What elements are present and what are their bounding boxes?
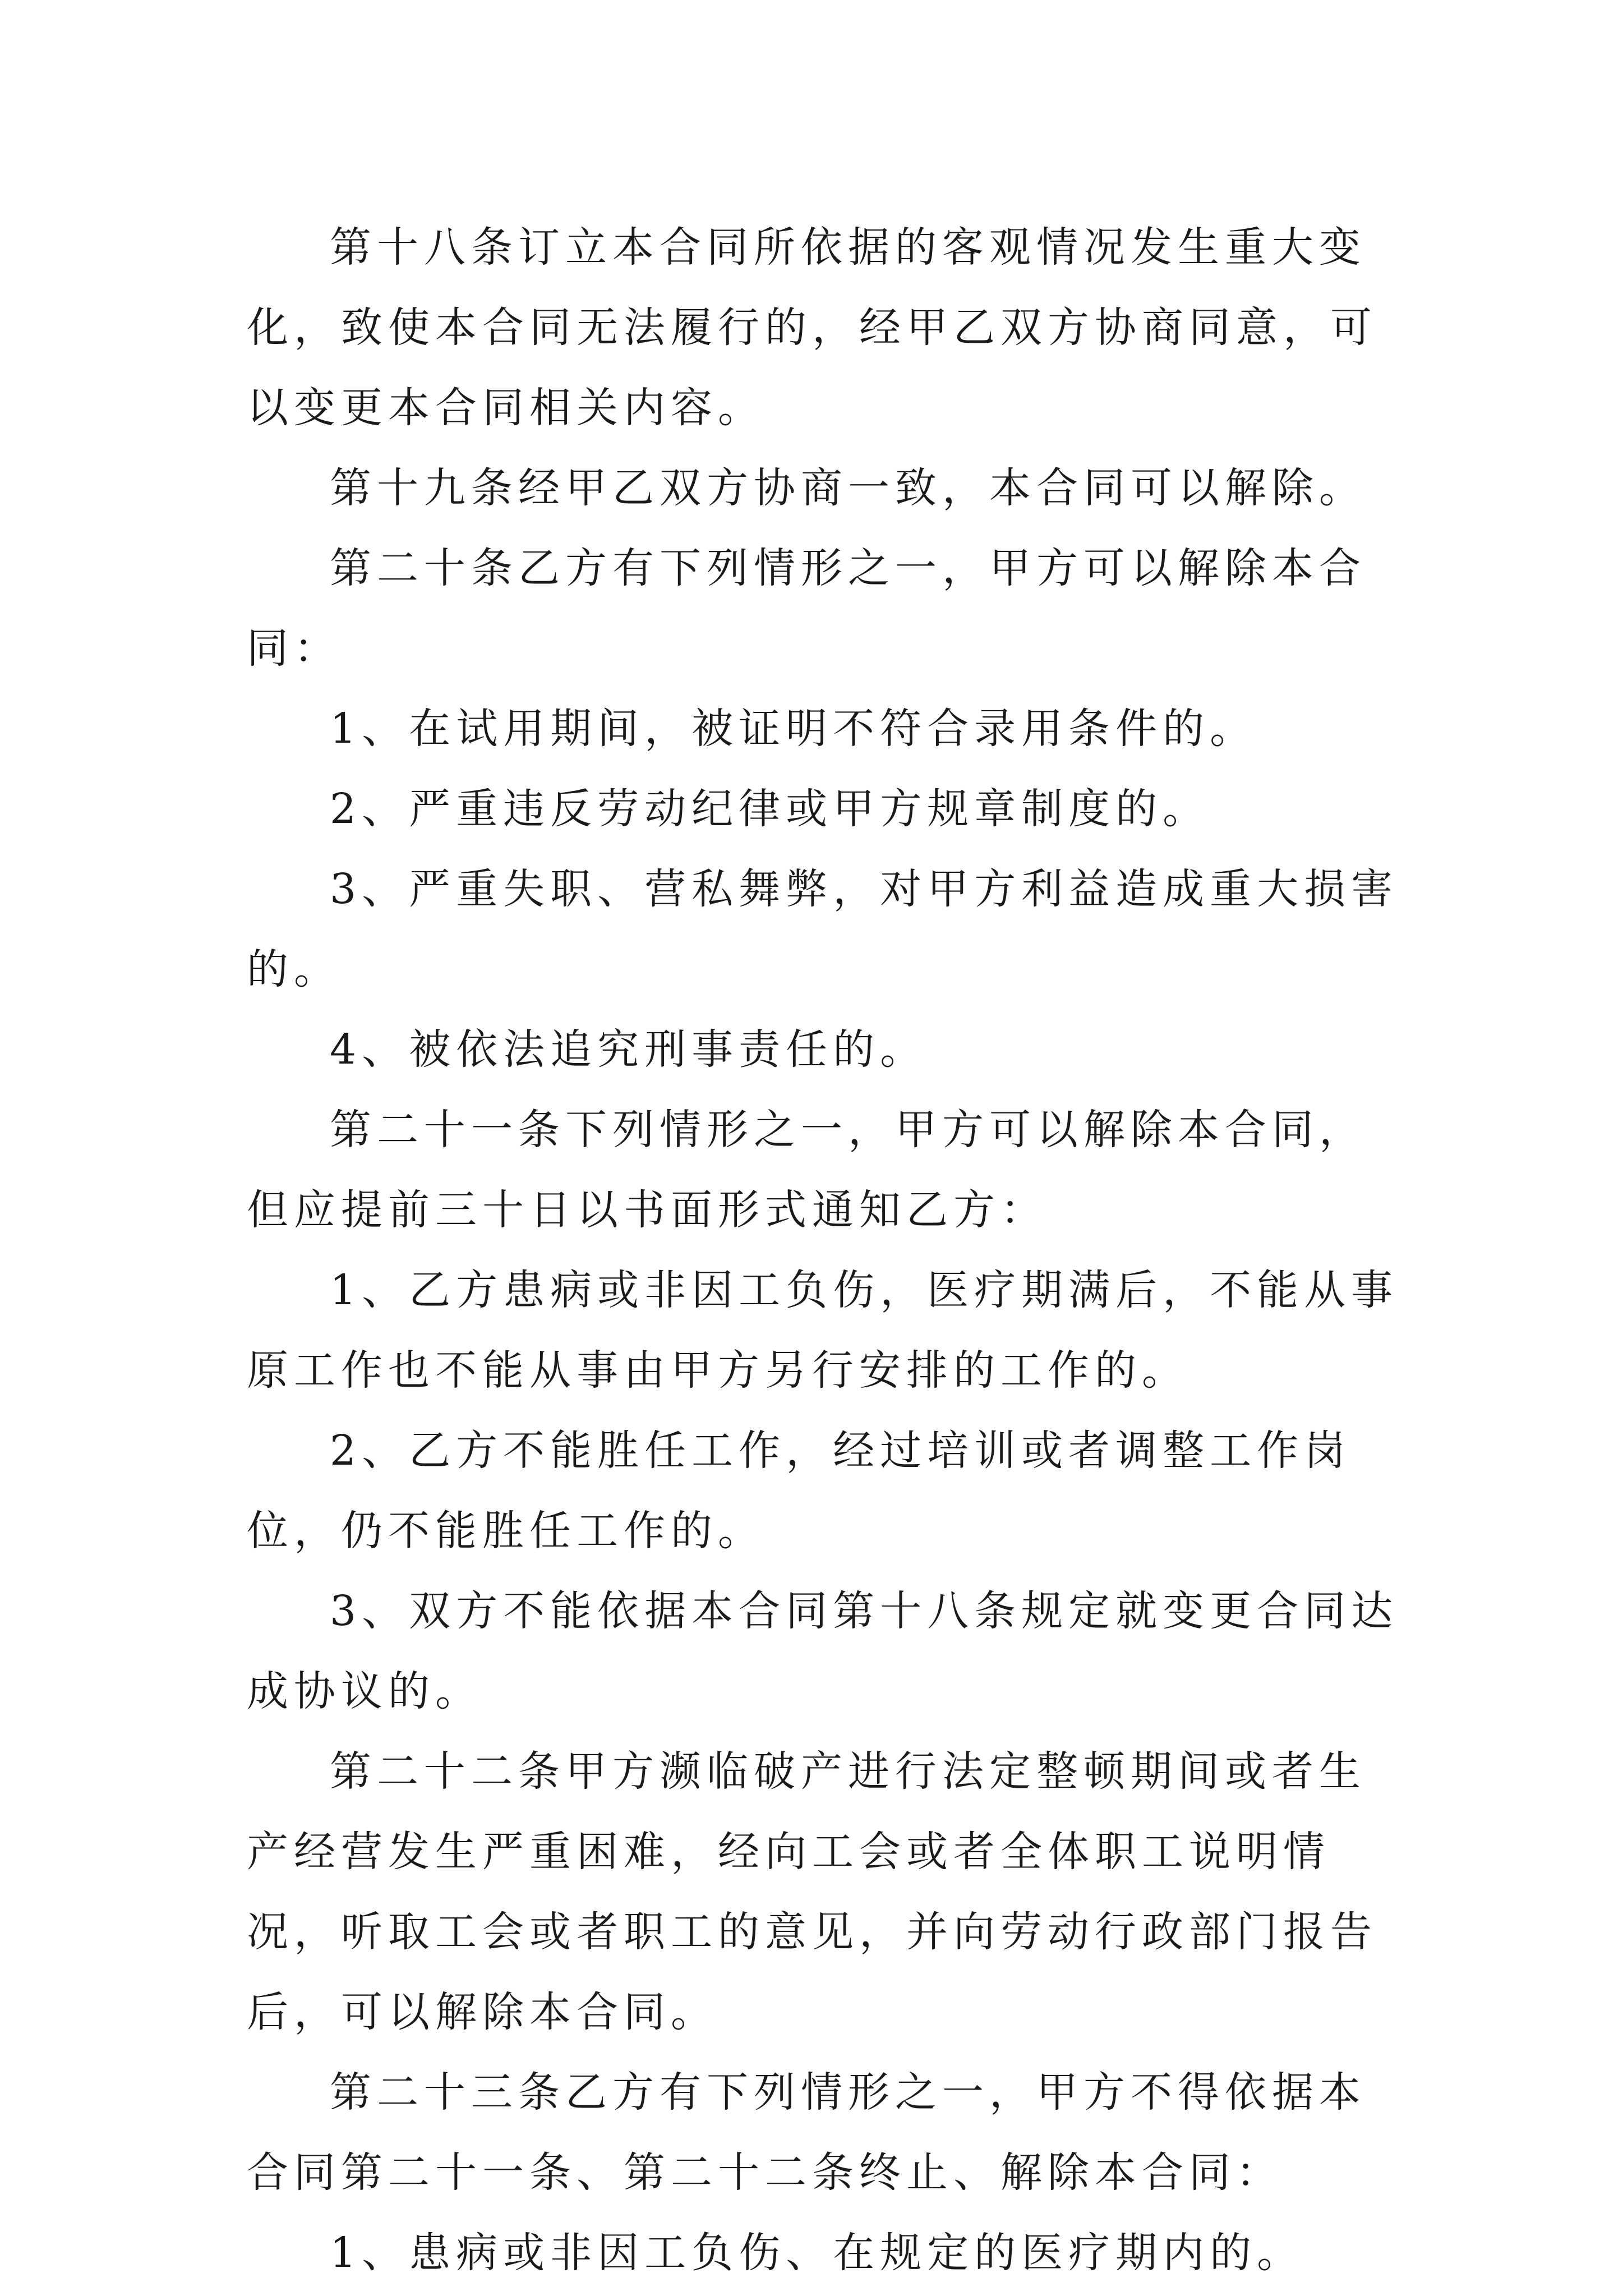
clause-20-item-2: 2、严重违反劳动纪律或甲方规章制度的。 bbox=[330, 785, 1210, 833]
clause-20-item-3: 3、严重失职、营私舞弊，对甲方利益造成重大损害的。 bbox=[247, 865, 1399, 993]
clause-21-item-2: 2、乙方不能胜任工作，经过培训或者调整工作岗位，仍不能胜任工作的。 bbox=[247, 1427, 1352, 1555]
clause-22: 第二十二条甲方濒临破产进行法定整顿期间或者生产经营发生严重困难，经向工会或者全体职工说明情况，听取工会或者职工的意见，并向劳动行政部门报告后，可以解除本合同。 bbox=[247, 1747, 1377, 2036]
clause-18: 第十八条订立本合同所依据的客观情况发生重大变化，致使本合同无法履行的，经甲乙双方协商同意，可以变更本合同相关内容。 bbox=[247, 223, 1377, 432]
clause-20-item-4: 4、被依法追究刑事责任的。 bbox=[330, 1025, 928, 1074]
clause-20-item-1: 1、在试用期间，被证明不符合录用条件的。 bbox=[330, 705, 1257, 753]
document-body bbox=[247, 208, 1402, 2293]
clause-21-item-3: 3、双方不能依据本合同第十八条规定就变更合同达成协议的。 bbox=[247, 1587, 1399, 1715]
clause-21: 第二十一条下列情形之一，甲方可以解除本合同，但应提前三十日以书面形式通知乙方： bbox=[247, 1106, 1366, 1234]
clause-23: 第二十三条乙方有下列情形之一，甲方不得依据本合同第二十一条、第二十二条终止、解除本合同： bbox=[247, 2068, 1366, 2197]
clause-19: 第十九条经甲乙双方协商一致，本合同可以解除。 bbox=[330, 464, 1366, 512]
clause-23-item-1: 1、患病或非因工负伤、在规定的医疗期内的。 bbox=[330, 2229, 1304, 2277]
clause-21-item-1: 1、乙方患病或非因工负伤，医疗期满后，不能从事原工作也不能从事由甲方另行安排的工作的。 bbox=[247, 1266, 1399, 1395]
clause-20: 第二十条乙方有下列情形之一，甲方可以解除本合同： bbox=[247, 544, 1366, 673]
